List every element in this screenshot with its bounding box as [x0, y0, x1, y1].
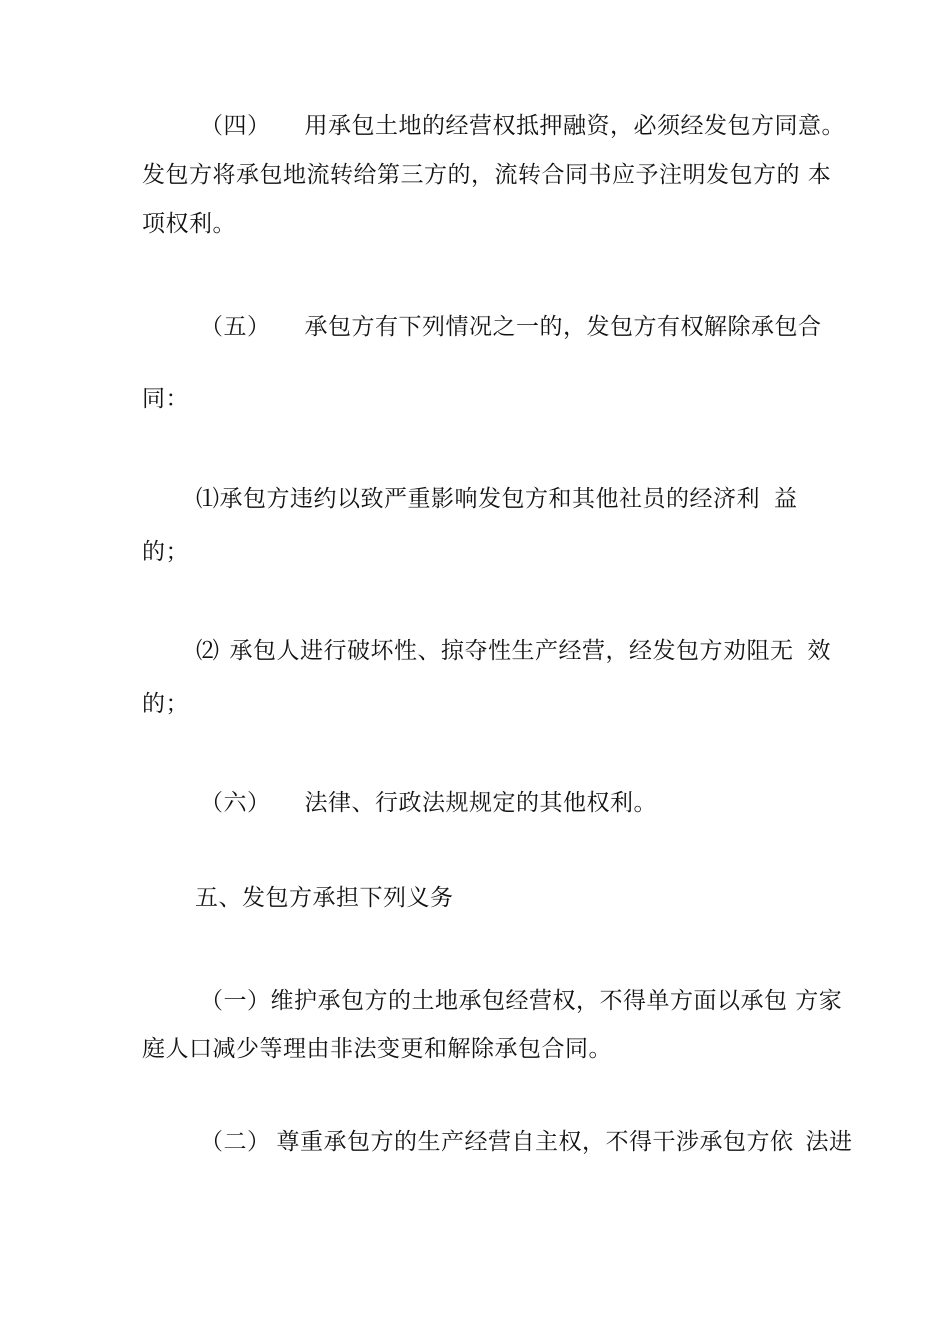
item-5-line-1 [200, 312, 822, 342]
item-6-line-1 [200, 788, 657, 818]
clause-2-tail: 效 [807, 638, 831, 664]
obligation-1-line-2: 庭人口减少等理由非法变更和解除承包合同。 [142, 1036, 612, 1062]
clause-2-text-1: 承包人进行破坏性、掠夺性生产经营，经发包方劝阻无 [229, 638, 794, 664]
clause-2-line-2: 的； [142, 691, 189, 717]
item-4-line-1 [200, 111, 845, 141]
obligation-2-line-1 [200, 1127, 853, 1157]
item-4-marker: （四） [200, 113, 271, 139]
obligation-1-line-1: （一）维护承包方的土地承包经营权，不得单方面以承包 方家 [200, 988, 843, 1014]
item-4-text-1: 用承包土地的经营权抵押融资，必须经发包方同意。 [304, 113, 845, 139]
clause-1-text-1: 承包方违约以致严重影响发包方和其他社员的经济利 [219, 486, 760, 512]
item-5-line-2: 同： [142, 386, 189, 412]
item-5-marker: （五） [200, 314, 271, 340]
item-4-line-3: 项权利。 [142, 211, 236, 237]
item-6-marker: （六） [200, 790, 271, 816]
item-4-line-2: 发包方将承包地流转给第三方的，流转合同书应予注明发包方的 本 [142, 162, 832, 188]
item-6-text-1: 法律、行政法规规定的其他权利。 [304, 790, 657, 816]
item-5-text-1: 承包方有下列情况之一的，发包方有权解除承包合 [304, 314, 822, 340]
clause-2-marker: ⑵ [196, 638, 220, 664]
section-5-heading: 五、发包方承担下列义务 [195, 885, 454, 911]
obligation-2-text-1: 尊重承包方的生产经营自主权，不得干涉承包方依 [276, 1129, 794, 1155]
clause-2-line-1 [196, 636, 831, 666]
obligation-2-marker: （二） [200, 1129, 271, 1155]
clause-1-line-1 [196, 484, 798, 514]
clause-1-line-2: 的； [142, 539, 189, 565]
clause-1-tail: 益 [774, 486, 798, 512]
obligation-2-tail: 法进 [805, 1129, 853, 1155]
clause-1-marker: ⑴ [196, 486, 220, 512]
